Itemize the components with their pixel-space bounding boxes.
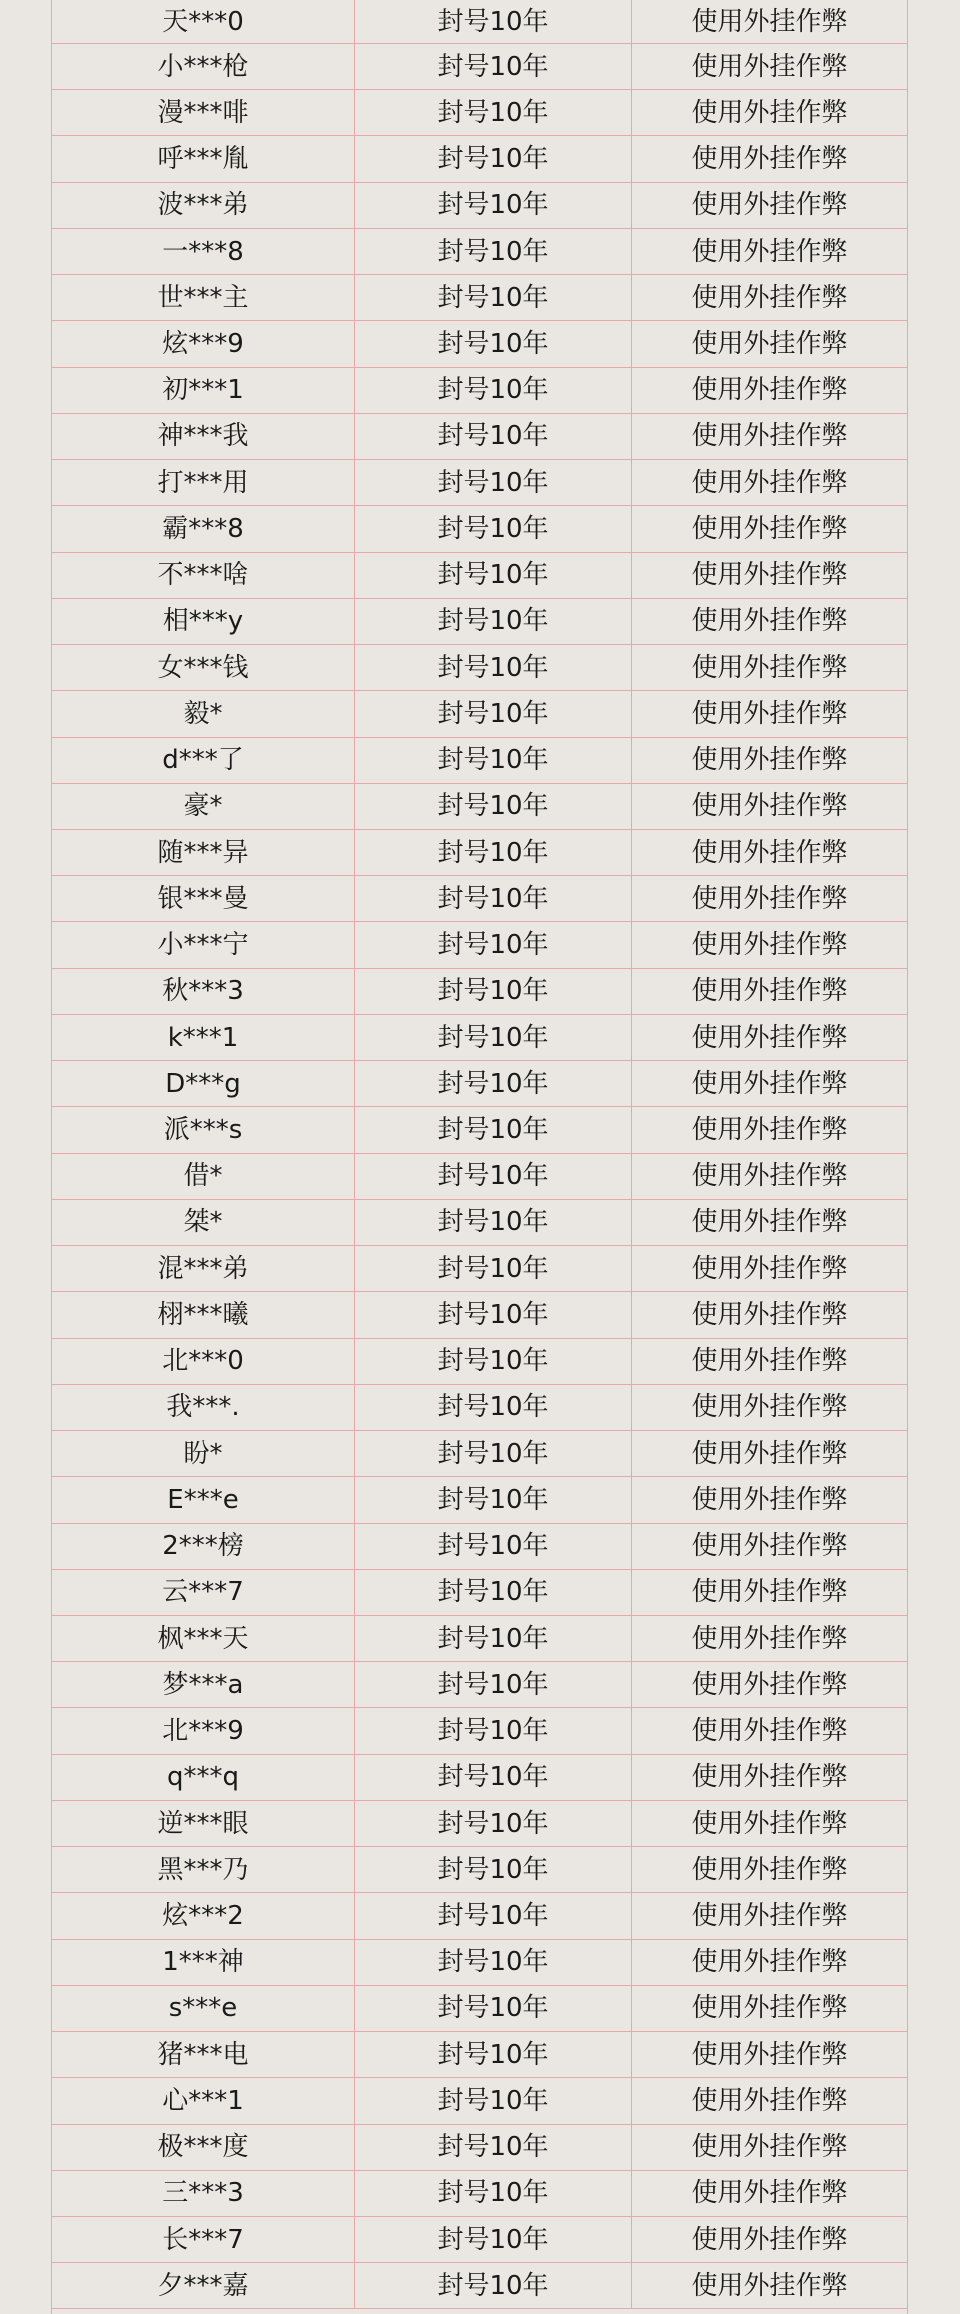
penalty-cell: 封号10年 xyxy=(355,2263,632,2308)
penalty-cell: 封号10年 xyxy=(355,969,632,1014)
player-name-cell: 桀* xyxy=(52,1200,355,1245)
table-row xyxy=(52,1015,907,1061)
table-row xyxy=(52,1616,907,1662)
table-row xyxy=(52,553,907,599)
penalty-cell: 封号10年 xyxy=(355,1477,632,1522)
table-row xyxy=(52,1986,907,2032)
table-row xyxy=(52,645,907,691)
player-name-cell: 不***啥 xyxy=(52,553,355,598)
reason-cell: 使用外挂作弊 xyxy=(691,329,848,360)
table-row xyxy=(52,1477,907,1523)
reason-cell: 使用外挂作弊 xyxy=(691,652,848,683)
penalty-cell: 封号10年 xyxy=(355,136,632,181)
reason-cell: 使用外挂作弊 xyxy=(691,1993,848,2024)
reason-cell: 使用外挂作弊 xyxy=(691,1947,848,1978)
player-name-cell: 心***1 xyxy=(52,2078,355,2123)
player-name-cell: E***e xyxy=(52,1477,355,1522)
player-name-cell: 我***. xyxy=(52,1385,355,1430)
table-row xyxy=(52,1431,907,1477)
penalty-cell: 封号10年 xyxy=(355,2032,632,2077)
penalty-cell: 封号10年 xyxy=(355,1246,632,1291)
penalty-cell: 封号10年 xyxy=(355,1015,632,1060)
player-name-cell: 逆***眼 xyxy=(52,1801,355,1846)
penalty-cell: 封号10年 xyxy=(355,460,632,505)
reason-cell: 使用外挂作弊 xyxy=(691,2224,848,2255)
table-row xyxy=(52,1385,907,1431)
table-row xyxy=(52,1246,907,1292)
penalty-cell: 封号10年 xyxy=(355,1061,632,1106)
penalty-cell: 封号10年 xyxy=(355,2217,632,2262)
penalty-cell: 封号10年 xyxy=(355,1940,632,1985)
player-name-cell: 枫***天 xyxy=(52,1616,355,1661)
penalty-cell: 封号10年 xyxy=(355,0,632,43)
table-row xyxy=(52,1755,907,1801)
table-row xyxy=(52,1570,907,1616)
reason-cell: 使用外挂作弊 xyxy=(691,560,848,591)
reason-cell: 使用外挂作弊 xyxy=(691,1115,848,1145)
player-name-cell: q***q xyxy=(52,1755,355,1800)
table-row xyxy=(52,2078,907,2124)
table-row xyxy=(52,1339,907,1385)
penalty-cell: 封号10年 xyxy=(355,90,632,135)
player-name-cell: 神***我 xyxy=(52,414,355,459)
reason-cell: 使用外挂作弊 xyxy=(691,1669,848,1700)
reason-cell: 使用外挂作弊 xyxy=(691,6,848,37)
player-name-cell: 1***神 xyxy=(52,1940,355,1985)
table-row xyxy=(52,1154,907,1200)
penalty-cell: 封号10年 xyxy=(355,553,632,598)
reason-cell: 使用外挂作弊 xyxy=(691,1577,848,1608)
reason-cell: 使用外挂作弊 xyxy=(691,2270,848,2301)
player-name-cell: 派***s xyxy=(52,1107,355,1152)
table-row xyxy=(52,506,907,552)
penalty-cell: 封号10年 xyxy=(355,1755,632,1800)
player-name-cell: 打***用 xyxy=(52,460,355,505)
table-row xyxy=(52,321,907,367)
table-row xyxy=(52,1940,907,1986)
player-name-cell: 银***曼 xyxy=(52,876,355,921)
table-row xyxy=(52,275,907,321)
penalty-cell: 封号10年 xyxy=(355,2125,632,2170)
reason-cell: 使用外挂作弊 xyxy=(691,1484,848,1515)
penalty-cell: 封号10年 xyxy=(355,1893,632,1938)
reason-cell: 使用外挂作弊 xyxy=(691,1716,848,1747)
table-row xyxy=(52,1662,907,1708)
penalty-cell: 封号10年 xyxy=(355,784,632,829)
penalty-cell: 封号10年 xyxy=(355,2078,632,2123)
player-name-cell: 毅* xyxy=(52,691,355,736)
table-row xyxy=(52,876,907,922)
reason-cell: 使用外挂作弊 xyxy=(691,1438,848,1469)
reason-cell: 使用外挂作弊 xyxy=(691,1854,848,1885)
player-name-cell: 猪***电 xyxy=(52,2032,355,2077)
reason-cell: 使用外挂作弊 xyxy=(691,1623,848,1654)
penalty-cell: 封号10年 xyxy=(355,321,632,366)
reason-cell: 使用外挂作弊 xyxy=(691,1531,848,1562)
table-row xyxy=(52,1847,907,1893)
reason-cell: 使用外挂作弊 xyxy=(691,1392,848,1423)
reason-cell: 使用外挂作弊 xyxy=(691,2085,848,2116)
player-name-cell: 夕***嘉 xyxy=(52,2263,355,2308)
reason-cell: 使用外挂作弊 xyxy=(691,837,848,868)
player-name-cell: 北***9 xyxy=(52,1708,355,1753)
penalty-cell: 封号10年 xyxy=(355,1847,632,1892)
penalty-cell: 封号10年 xyxy=(355,368,632,413)
table-row xyxy=(52,2171,907,2217)
penalty-cell: 封号10年 xyxy=(355,1200,632,1245)
player-name-cell: 漫***啡 xyxy=(52,90,355,135)
table-row xyxy=(52,44,907,90)
table-row xyxy=(52,1708,907,1754)
player-name-cell: 世***主 xyxy=(52,275,355,320)
player-name-cell: 盼* xyxy=(52,1431,355,1476)
table-row xyxy=(52,414,907,460)
reason-cell: 使用外挂作弊 xyxy=(691,51,848,82)
table-row xyxy=(52,460,907,506)
reason-cell: 使用外挂作弊 xyxy=(691,976,848,1007)
penalty-cell: 封号10年 xyxy=(355,1708,632,1753)
player-name-cell: 三***3 xyxy=(52,2171,355,2216)
player-name-cell: 栩***曦 xyxy=(52,1292,355,1337)
reason-cell: 使用外挂作弊 xyxy=(691,1346,848,1377)
reason-cell: 使用外挂作弊 xyxy=(691,1762,848,1793)
penalty-cell: 封号10年 xyxy=(355,44,632,89)
penalty-cell: 封号10年 xyxy=(355,2171,632,2216)
penalty-cell: 封号10年 xyxy=(355,645,632,690)
player-name-cell: 炫***2 xyxy=(52,1893,355,1938)
reason-cell: 使用外挂作弊 xyxy=(691,190,848,221)
table-row xyxy=(52,2217,907,2263)
penalty-cell: 封号10年 xyxy=(355,1385,632,1430)
player-name-cell: s***e xyxy=(52,1986,355,2031)
penalty-cell: 封号10年 xyxy=(355,1339,632,1384)
table-row xyxy=(52,183,907,229)
reason-cell: 使用外挂作弊 xyxy=(691,1253,848,1284)
table-row xyxy=(52,0,907,44)
table-row xyxy=(52,1524,907,1570)
player-name-cell: 黑***乃 xyxy=(52,1847,355,1892)
table-row xyxy=(52,1801,907,1847)
player-name-cell: 豪* xyxy=(52,784,355,829)
penalty-cell: 封号10年 xyxy=(355,183,632,228)
reason-cell: 使用外挂作弊 xyxy=(691,236,848,267)
penalty-cell: 封号10年 xyxy=(355,414,632,459)
penalty-cell: 封号10年 xyxy=(355,599,632,644)
reason-cell: 使用外挂作弊 xyxy=(691,1207,848,1238)
player-name-cell: 小***枪 xyxy=(52,44,355,89)
player-name-cell: 相***y xyxy=(52,599,355,644)
reason-cell: 使用外挂作弊 xyxy=(691,698,848,729)
reason-cell: 使用外挂作弊 xyxy=(691,791,848,822)
player-name-cell: 云***7 xyxy=(52,1570,355,1615)
penalty-cell: 封号10年 xyxy=(355,275,632,320)
table-row xyxy=(52,2263,907,2309)
player-name-cell: D***g xyxy=(52,1061,355,1106)
player-name-cell: 一***8 xyxy=(52,229,355,274)
reason-cell: 使用外挂作弊 xyxy=(691,930,848,961)
player-name-cell: 北***0 xyxy=(52,1339,355,1384)
reason-cell: 使用外挂作弊 xyxy=(691,467,848,498)
penalty-cell: 封号10年 xyxy=(355,1292,632,1337)
player-name-cell: 借* xyxy=(52,1154,355,1199)
reason-cell: 使用外挂作弊 xyxy=(691,1022,848,1053)
reason-cell: 使用外挂作弊 xyxy=(691,883,848,914)
reason-cell: 使用外挂作弊 xyxy=(691,1161,848,1192)
player-name-cell: 波***弟 xyxy=(52,183,355,228)
penalty-cell: 封号10年 xyxy=(355,1570,632,1615)
reason-cell: 使用外挂作弊 xyxy=(691,2132,848,2163)
table-row xyxy=(52,368,907,414)
table-row xyxy=(52,784,907,830)
reason-cell: 使用外挂作弊 xyxy=(691,144,848,175)
table-row xyxy=(52,136,907,182)
table-row xyxy=(52,1893,907,1939)
player-name-cell: 2***榜 xyxy=(52,1524,355,1569)
table-row xyxy=(52,738,907,784)
table-row xyxy=(52,830,907,876)
penalty-cell: 封号10年 xyxy=(355,1524,632,1569)
reason-cell: 使用外挂作弊 xyxy=(691,421,848,452)
penalty-cell: 封号10年 xyxy=(355,229,632,274)
penalty-cell: 封号10年 xyxy=(355,876,632,921)
penalty-cell: 封号10年 xyxy=(355,1431,632,1476)
player-name-cell: 霸***8 xyxy=(52,506,355,551)
reason-cell: 使用外挂作弊 xyxy=(691,282,848,313)
table-row xyxy=(52,922,907,968)
player-name-cell: k***1 xyxy=(52,1015,355,1060)
penalty-cell: 封号10年 xyxy=(355,922,632,967)
penalty-cell: 封号10年 xyxy=(355,1801,632,1846)
penalty-cell: 封号10年 xyxy=(355,1616,632,1661)
reason-cell: 使用外挂作弊 xyxy=(691,2039,848,2070)
player-name-cell: 梦***a xyxy=(52,1662,355,1707)
player-name-cell: 小***宁 xyxy=(52,922,355,967)
penalty-cell: 封号10年 xyxy=(355,1154,632,1199)
player-name-cell: 随***异 xyxy=(52,830,355,875)
ban-list-table xyxy=(51,0,908,2314)
penalty-cell: 封号10年 xyxy=(355,1986,632,2031)
reason-cell: 使用外挂作弊 xyxy=(691,745,848,776)
player-name-cell: 呼***胤 xyxy=(52,136,355,181)
table-row xyxy=(52,1107,907,1153)
player-name-cell: 女***钱 xyxy=(52,645,355,690)
table-row xyxy=(52,90,907,136)
penalty-cell: 封号10年 xyxy=(355,1107,632,1152)
player-name-cell: 长***7 xyxy=(52,2217,355,2262)
penalty-cell: 封号10年 xyxy=(355,830,632,875)
penalty-cell: 封号10年 xyxy=(355,1662,632,1707)
table-row xyxy=(52,969,907,1015)
reason-cell: 使用外挂作弊 xyxy=(691,2178,848,2209)
player-name-cell: 秋***3 xyxy=(52,969,355,1014)
player-name-cell: d***了 xyxy=(52,738,355,783)
reason-cell: 使用外挂作弊 xyxy=(691,375,848,406)
reason-cell: 使用外挂作弊 xyxy=(691,1068,848,1099)
table-row xyxy=(52,2125,907,2171)
penalty-cell: 封号10年 xyxy=(355,691,632,736)
table-row xyxy=(52,599,907,645)
table-row xyxy=(52,229,907,275)
table-row xyxy=(52,1200,907,1246)
reason-cell: 使用外挂作弊 xyxy=(691,97,848,128)
player-name-cell: 混***弟 xyxy=(52,1246,355,1291)
player-name-cell: 天***0 xyxy=(52,0,355,43)
player-name-cell: 炫***9 xyxy=(52,321,355,366)
penalty-cell: 封号10年 xyxy=(355,738,632,783)
table-row xyxy=(52,2032,907,2078)
reason-cell: 使用外挂作弊 xyxy=(691,513,848,544)
penalty-cell: 封号10年 xyxy=(355,506,632,551)
reason-cell: 使用外挂作弊 xyxy=(691,1900,848,1931)
reason-cell: 使用外挂作弊 xyxy=(691,1299,848,1330)
player-name-cell: 初***1 xyxy=(52,368,355,413)
player-name-cell: 极***度 xyxy=(52,2125,355,2170)
table-row xyxy=(52,1061,907,1107)
table-row xyxy=(52,1292,907,1338)
table-row xyxy=(52,691,907,737)
reason-cell: 使用外挂作弊 xyxy=(691,1808,848,1839)
reason-cell: 使用外挂作弊 xyxy=(691,606,848,637)
